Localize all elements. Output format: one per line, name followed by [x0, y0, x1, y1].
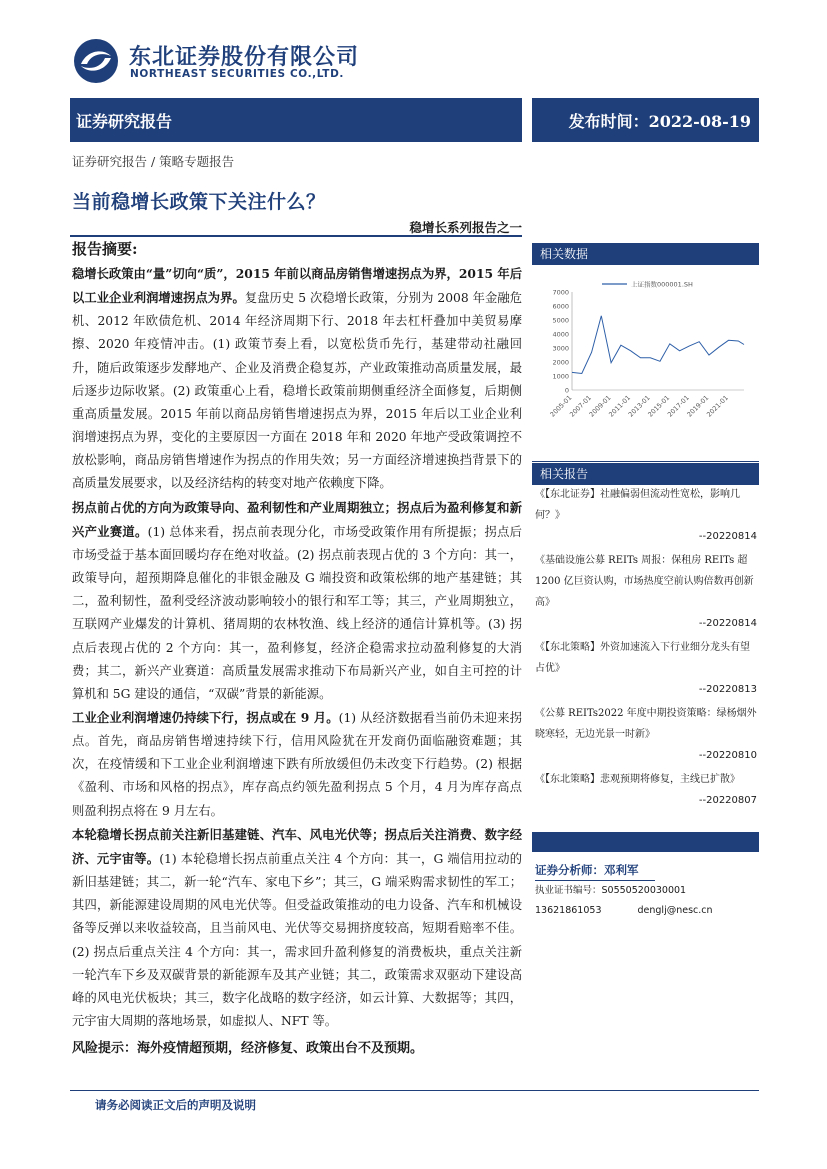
related-report-title[interactable]: 《【东北策略】外资加速流入下行业细分龙头有望占优》 [535, 642, 750, 674]
related-report-date: --20220814 [698, 531, 757, 542]
x-tick-label: 2017-01 [665, 393, 691, 419]
paragraph-2-lead: 拐点前占优的方向为政策导向、盈利韧性和产业周期独立；拐点后为盈利修复和新兴产业赛道。 [72, 499, 522, 539]
analyst-email[interactable]: denglj@nesc.cn [637, 905, 713, 916]
x-tick-label: 2015-01 [646, 393, 672, 419]
company-name-cn: 东北证券股份有限公司 [129, 45, 360, 70]
page-title: 当前稳增长政策下关注什么？ [72, 191, 326, 213]
x-tick-label: 2009-01 [587, 393, 613, 419]
related-report-date: --20220810 [698, 750, 757, 761]
analyst-name: 证券分析师：邓利军 [535, 861, 655, 881]
risk-warning: 风险提示：海外疫情超预期，经济修复、政策出台不及预期。 [72, 1041, 424, 1057]
x-tick-label: 2007-01 [568, 393, 593, 419]
abstract-heading: 报告摘要: [72, 240, 138, 258]
y-tick-label: 1000 [552, 372, 569, 381]
related-reports-heading: 相关报告 [532, 463, 759, 485]
x-tick-label: 2019-01 [685, 393, 711, 419]
footer-divider [70, 1090, 759, 1091]
abstract-paragraph-4 [72, 823, 522, 1033]
report-abstract [72, 236, 522, 1061]
abstract-paragraph-2 [72, 496, 522, 706]
paragraph-4-lead: 本轮稳增长拐点前关注新旧基建链、汽车、风电光伏等；拐点后关注消费、数字经济、元宇宙等。 [72, 826, 522, 866]
related-report-date: --20220807 [698, 795, 757, 806]
y-tick-label: 0 [564, 386, 569, 395]
paragraph-1-body: 复盘历史 5 次稳增长政策，分别为 2008 年金融危机、2012 年欧债危机、2014 年经济周期下行、2018 年去杠杆叠加中美贸易摩擦、2020 年疫情冲击。(1) 政策节奏上看，以宽松货币先行，基建带动社融回升，随后政策逐步发酵地产、企业及消费企稳复苏，产业政策推动高质量发展，最后逐步边际收紧。(2) 政策重心上看，稳增长政策前期侧重经济全面修复，后期侧重高质量发展。2015 年前以商品房销售增速拐点为界，2015 年后以工业企业利润增速拐点为界，变化的主要原因一方面在 2018 年和 2020 年地产受政策调控不放松影响，商品房销售增速作为拐点的作用失效；另一方面经济增速换挡背景下的高质量发展要求，以及经济结构的转变对地产依赖度下降。 [72, 291, 522, 491]
y-tick-label: 4000 [552, 330, 569, 339]
analyst-cert: 执业证书编号：S0550520030001 [535, 885, 687, 896]
report-type-label: 证券研究报告 [76, 112, 173, 131]
y-tick-label: 5000 [552, 316, 569, 325]
y-tick-label: 6000 [552, 302, 569, 311]
series-line-shanghai-index [572, 316, 744, 374]
related-report-item[interactable] [535, 637, 757, 701]
y-tick-label: 7000 [552, 288, 569, 297]
paragraph-2-body: (1) 总体来看，拐点前表现分化，市场受政策作用有所提振；拐点后市场受益于基本面回暖均存在绝对收益。(2) 拐点前表现占优的 3 个方向：其一，政策导向，超预期降息催化的非银金融及 G 端投资和政策松绑的地产基建链；其二，盈利韧性，盈利受经济波动影响较小的银行和军工等；其三，产业周期独立，互联网产业爆发的计算机、猪周期的农林牧渔、线上经济的通信计算机等。(3) 拐点后表现占优的 2 个方向：其一，盈利修复，经济企稳需求拉动盈利修复的大消费；其二，新兴产业赛道：高质量发展需求推动下布局新兴产业，如自主可控的计算机和 5G 建设的通信，“双碳”背景的新能源。 [72, 524, 522, 701]
legend-label: 上证指数000001.SH [631, 280, 693, 289]
related-report-date: --20220813 [698, 684, 757, 695]
paragraph-3-lead: 工业企业利润增速仍持续下行，拐点或在 9 月。 [72, 709, 339, 725]
related-report-item[interactable] [535, 769, 757, 812]
publish-date-band [532, 98, 759, 142]
related-report-item[interactable] [535, 484, 757, 548]
analyst-band [532, 832, 759, 852]
analyst-info [535, 861, 757, 921]
index-chart [532, 266, 759, 458]
related-report-item[interactable] [535, 703, 757, 767]
northeast-securities-logo-icon [73, 38, 119, 84]
x-tick-label: 2013-01 [626, 393, 652, 419]
analyst-phone: 13621861053 [535, 905, 602, 916]
chart-divider [532, 461, 759, 462]
index-line-chart [532, 266, 759, 458]
x-tick-label: 2021-01 [705, 393, 730, 419]
related-reports-list [535, 484, 757, 814]
footer-disclaimer: 请务必阅读正文后的声明及说明 [95, 1098, 256, 1112]
related-report-item[interactable] [535, 550, 757, 635]
company-logo [73, 38, 393, 86]
paragraph-4-body: (1) 本轮稳增长拐点前重点关注 4 个方向：其一，G 端信用拉动的新旧基建链；其二，新一轮“汽车、家电下乡”；其三，G 端采购需求韧性的军工；其四，新能源建设周期的风电光伏等。但受益政策推动的电力设备、汽车和机械设备等反弹以来收益较高，且当前风电、光伏等交易拥挤度较高，短期看赔率不佳。(2) 拐点后重点关注 4 个方向：其一，需求回升盈利修复的消费板块，重点关注新一轮汽车下乡及双碳背景的新能源车及其产业链；其二，政策需求双驱动下建设高峰的风电光伏板块；其三，数字化战略的数字经济，如云计算、大数据等；其四，元宇宙大周期的落地场景，如虚拟人、NFT 等。 [72, 851, 522, 1028]
paragraph-3-body: (1) 从经济数据看当前仍未迎来拐点。首先，商品房销售增速持续下行，信用风险犹在开发商仍面临融资难题；其次，在疫情缓和下工业企业利润增速下跌有所放缓但仍未改变下行趋势。(2) 根据《盈利、市场和风格的拐点》，库存高点约领先盈利拐点 5 个月，4 月为库存高点则盈利拐点将在 9 月左右。 [72, 710, 522, 818]
related-report-date: --20220814 [698, 618, 757, 629]
abstract-paragraph-1 [72, 262, 522, 496]
analyst-contact [535, 901, 757, 921]
breadcrumb: 证券研究报告 / 策略专题报告 [72, 154, 235, 169]
company-name-en: NORTHEAST SECURITIES CO.,LTD. [130, 68, 344, 80]
y-tick-label: 3000 [552, 344, 569, 353]
related-data-heading: 相关数据 [532, 243, 759, 265]
related-report-title[interactable]: 《【东北证券】社融偏弱但流动性宽松，影响几何？》 [535, 489, 740, 521]
x-tick-label: 2005-01 [548, 393, 574, 419]
related-report-title[interactable]: 《公募 REITs2022 年度中期投资策略：绿杨烟外晓寒轻，无边光景一时新》 [535, 708, 757, 740]
report-type-band [70, 98, 522, 142]
y-tick-label: 2000 [552, 358, 569, 367]
publish-date-label: 发布时间：2022-08-19 [568, 112, 751, 131]
paragraph-1-lead: 稳增长政策由“量”切向“质”，2015 年前以商品房销售增速拐点为界，2015 年后以工业企业利润增速拐点为界。 [72, 266, 522, 306]
related-report-title[interactable]: 《【东北策略】悲观预期将修复，主线已扩散》 [535, 774, 740, 785]
abstract-paragraph-3 [72, 706, 522, 823]
related-report-title[interactable]: 《基础设施公募 REITs 周报：保租房 REITs 超 1200 亿巨资认购，市场热度空前认购倍数再创新高》 [535, 555, 754, 608]
page-subtitle: 稳增长系列报告之一 [409, 220, 522, 235]
x-tick-label: 2011-01 [607, 393, 633, 419]
